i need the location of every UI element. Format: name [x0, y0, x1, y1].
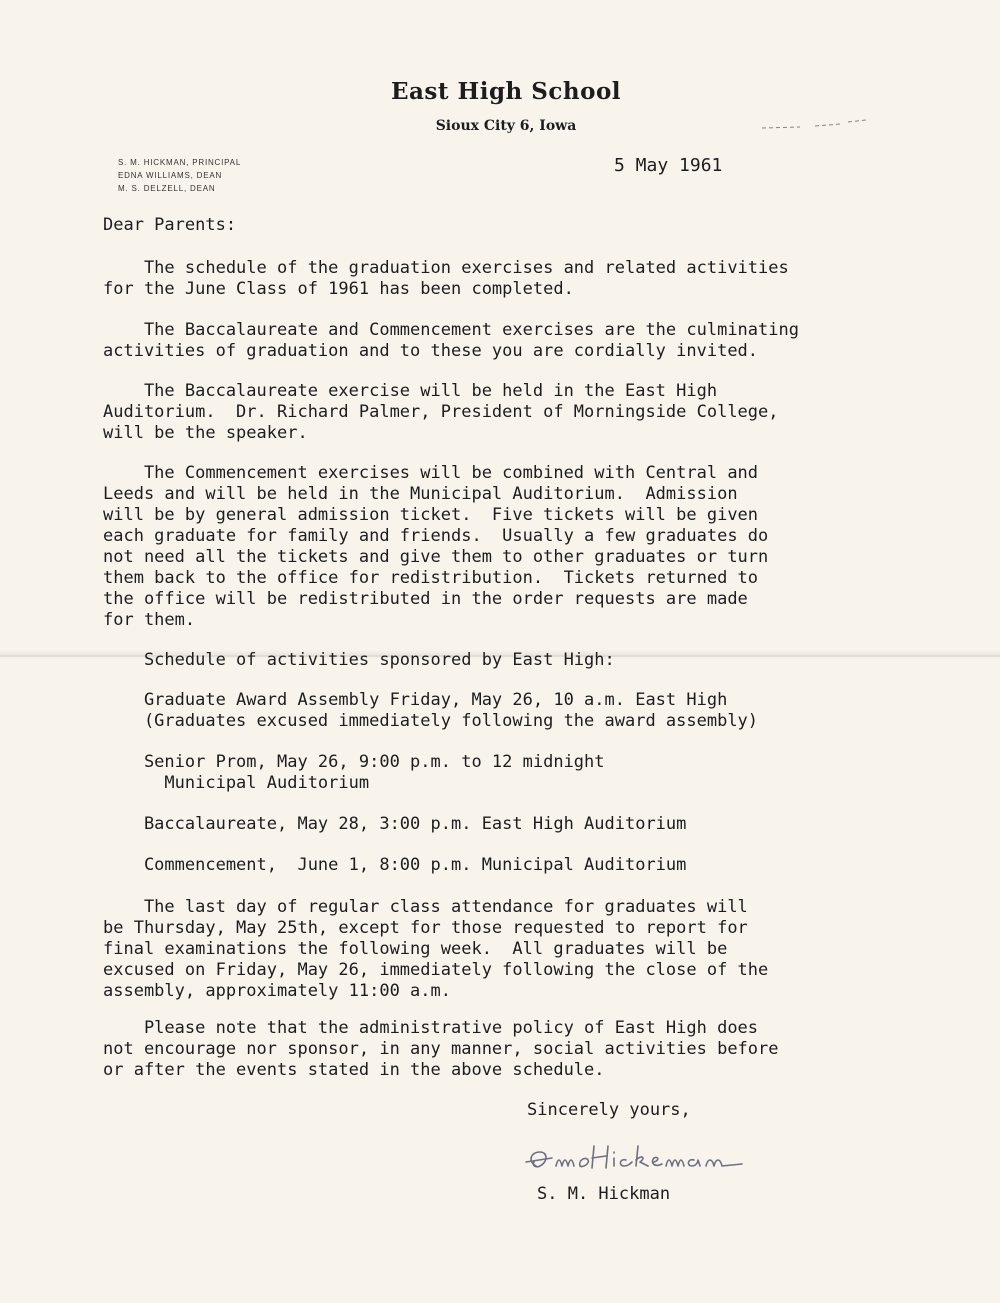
letterhead-staff-list	[118, 156, 241, 195]
handwritten-signature	[522, 1136, 772, 1180]
letterhead-city: Sioux City 6, Iowa	[435, 118, 577, 134]
paragraph-policy: Please note that the administrative policy of East High does not encourage nor sponsor, in any manner, social activities before or after the events stated in the above schedule.	[103, 1018, 779, 1080]
staff-principal: S. M. HICKMAN, PRINCIPAL	[118, 158, 242, 167]
pen-mark-decoration	[760, 118, 870, 132]
letter-date: 5 May 1961	[614, 155, 723, 176]
staff-dean-1: EDNA WILLIAMS, DEAN	[118, 171, 223, 180]
schedule-item-commencement: Commencement, June 1, 8:00 p.m. Municipal Auditorium	[103, 855, 687, 875]
paragraph-invitation: The Baccalaureate and Commencement exercises are the culminating activities of graduation and to these you are cordially invited.	[103, 320, 799, 361]
staff-dean-2: M. S. DELZELL, DEAN	[118, 184, 216, 193]
schedule-item-baccalaureate: Baccalaureate, May 28, 3:00 p.m. East High Auditorium	[103, 814, 687, 834]
paragraph-baccalaureate: The Baccalaureate exercise will be held in the East High Auditorium. Dr. Richard Palmer, President of Morningside College, will be the speaker.	[103, 381, 779, 443]
closing: Sincerely yours,	[527, 1100, 691, 1120]
typed-signer-name: S. M. Hickman	[537, 1184, 671, 1204]
letterhead-school-name: East High School	[390, 78, 622, 105]
paragraph-schedule-completed: The schedule of the graduation exercises and related activities for the June Class of 1961 has been completed.	[103, 258, 789, 299]
paragraph-last-day: The last day of regular class attendance for graduates will be Thursday, May 25th, except for those requested to report for final examinations the following week. All graduates will be excused on Friday, May 26, immediately following the close of the assembly, approximately 11:00 a.m.	[103, 897, 769, 1001]
schedule-item-senior-prom: Senior Prom, May 26, 9:00 p.m. to 12 midnight Municipal Auditorium	[143, 752, 605, 793]
paragraph-commencement: The Commencement exercises will be combined with Central and Leeds and will be held in the Municipal Auditorium. Admission will be by general admission ticket. Five tickets will be given each graduate for family and friends. Usually a few graduates do not need all the tickets and give them to other graduates or turn them back to the office for redistribution. Tickets returned to the office will be redistributed in the order requests are made for them.	[103, 463, 769, 630]
salutation: Dear Parents:	[103, 215, 237, 235]
schedule-intro: Schedule of activities sponsored by East High:	[103, 650, 615, 670]
schedule-item-award-assembly: Graduate Award Assembly Friday, May 26, 10 a.m. East High (Graduates excused immediately following the award assembly)	[143, 690, 759, 731]
